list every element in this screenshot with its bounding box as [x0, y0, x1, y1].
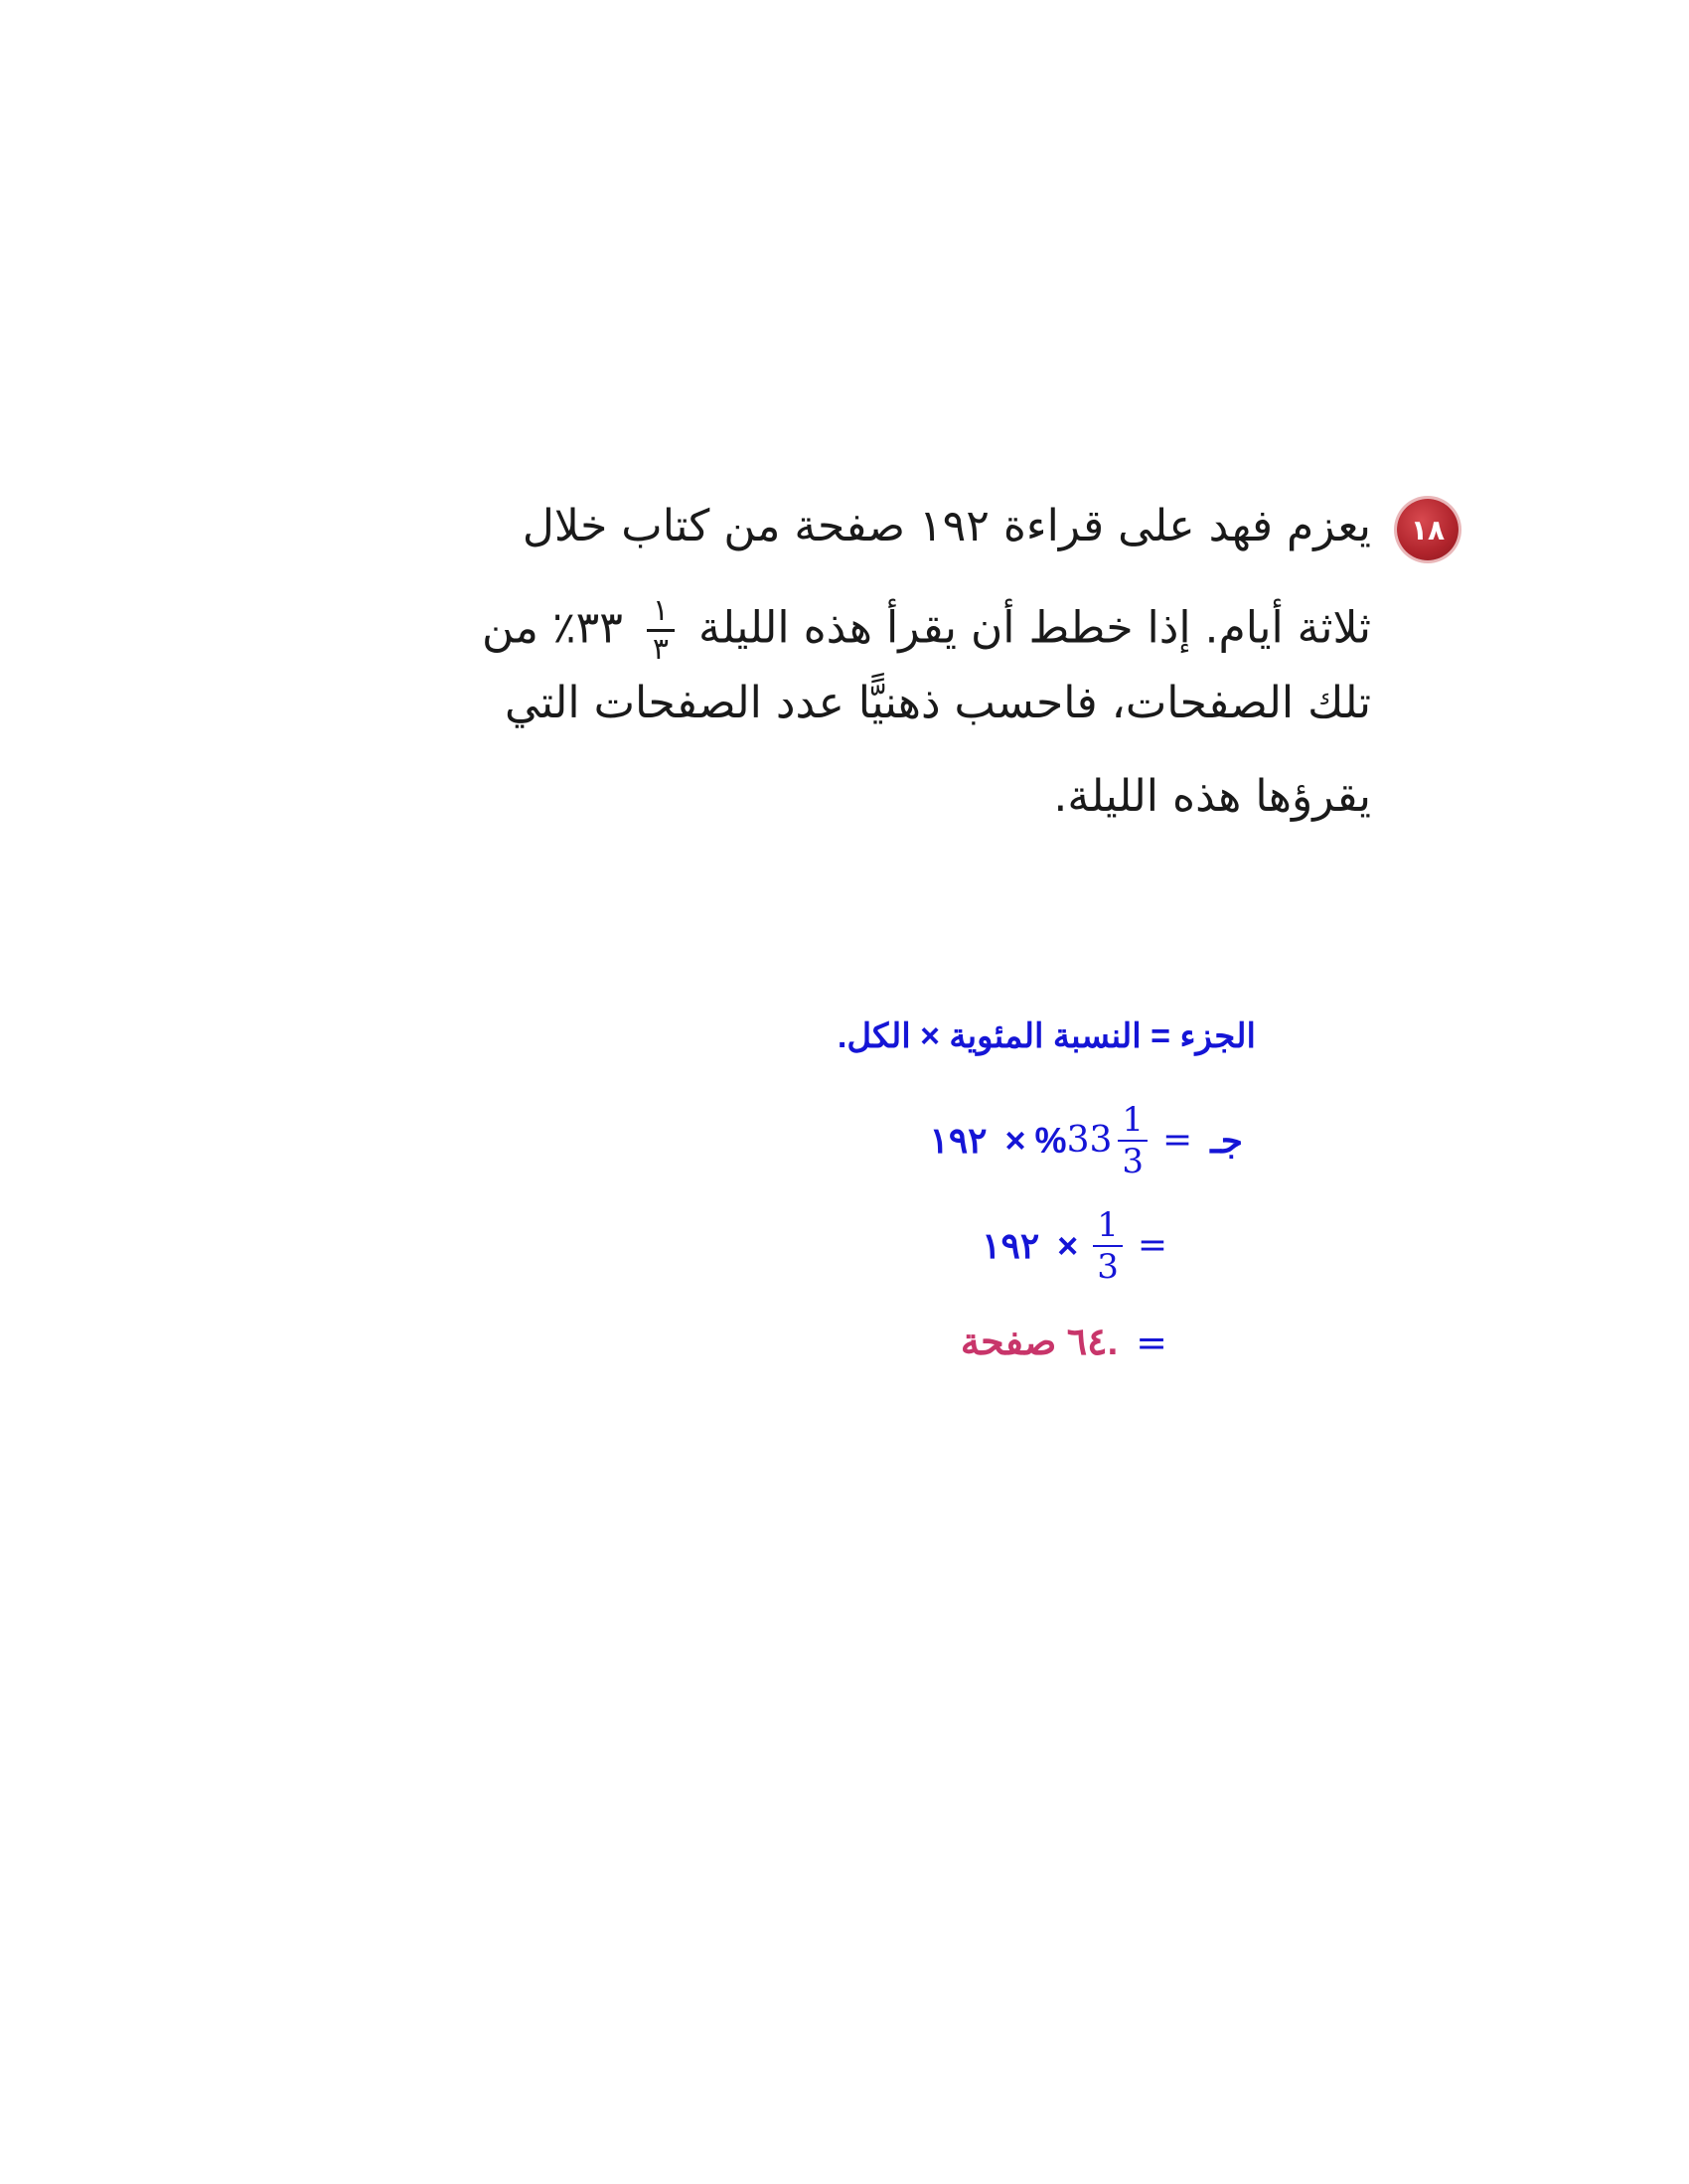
problem-block [437, 459, 1446, 857]
step1-fraction-numerator: 1 [1118, 1103, 1148, 1142]
step1-fraction [1118, 1100, 1148, 1181]
solution-step-1 [921, 1100, 1253, 1181]
step1-equals: = [1162, 1120, 1193, 1161]
problem-fraction-denominator: ٣ [652, 632, 670, 667]
step2-total: ١٩٢ [982, 1225, 1040, 1266]
solution-step-2 [973, 1205, 1176, 1287]
step1-fraction-denominator: 3 [1122, 1142, 1145, 1181]
step2-fraction-denominator: 3 [1097, 1247, 1119, 1287]
solution-rule: الجزء = النسبة المئوية × الكل. [837, 1017, 1256, 1055]
problem-number-badge: ١٨ [1397, 499, 1459, 560]
problem-line-1: يعزم فهد على قراءة ١٩٢ صفحة من كتاب خلال [522, 501, 1371, 551]
step2-fraction-numerator: 1 [1093, 1208, 1123, 1247]
step2-equals: = [1137, 1225, 1167, 1266]
problem-line-4: يقرؤها هذه الليلة. [1053, 771, 1371, 822]
solution-block [755, 1004, 1272, 1421]
problem-line-2 [481, 593, 1371, 667]
problem-line-2-after: ٣٣٪ من [481, 602, 623, 654]
step1-total: ١٩٢ [929, 1120, 988, 1161]
step1-percent: % [1034, 1120, 1067, 1161]
step1-whole: 33 [1066, 1120, 1113, 1161]
step2-fraction [1093, 1205, 1123, 1287]
step2-times: × [1057, 1225, 1079, 1266]
problem-fraction-numerator: ١ [647, 596, 675, 632]
problem-line-3: تلك الصفحات، فاحسب ذهنيًّا عدد الصفحات التي [505, 678, 1371, 728]
problem-fraction [647, 593, 675, 667]
step1-lhs: جـ [1210, 1120, 1243, 1161]
step1-times: × [1004, 1120, 1026, 1161]
answer-text: ٦٤ صفحة. [960, 1322, 1119, 1363]
answer-equals: = [1136, 1321, 1167, 1364]
problem-line-2-before: ثلاثة أيام. إذا خطط أن يقرأ هذه الليلة [698, 602, 1371, 654]
solution-answer [952, 1321, 1176, 1364]
